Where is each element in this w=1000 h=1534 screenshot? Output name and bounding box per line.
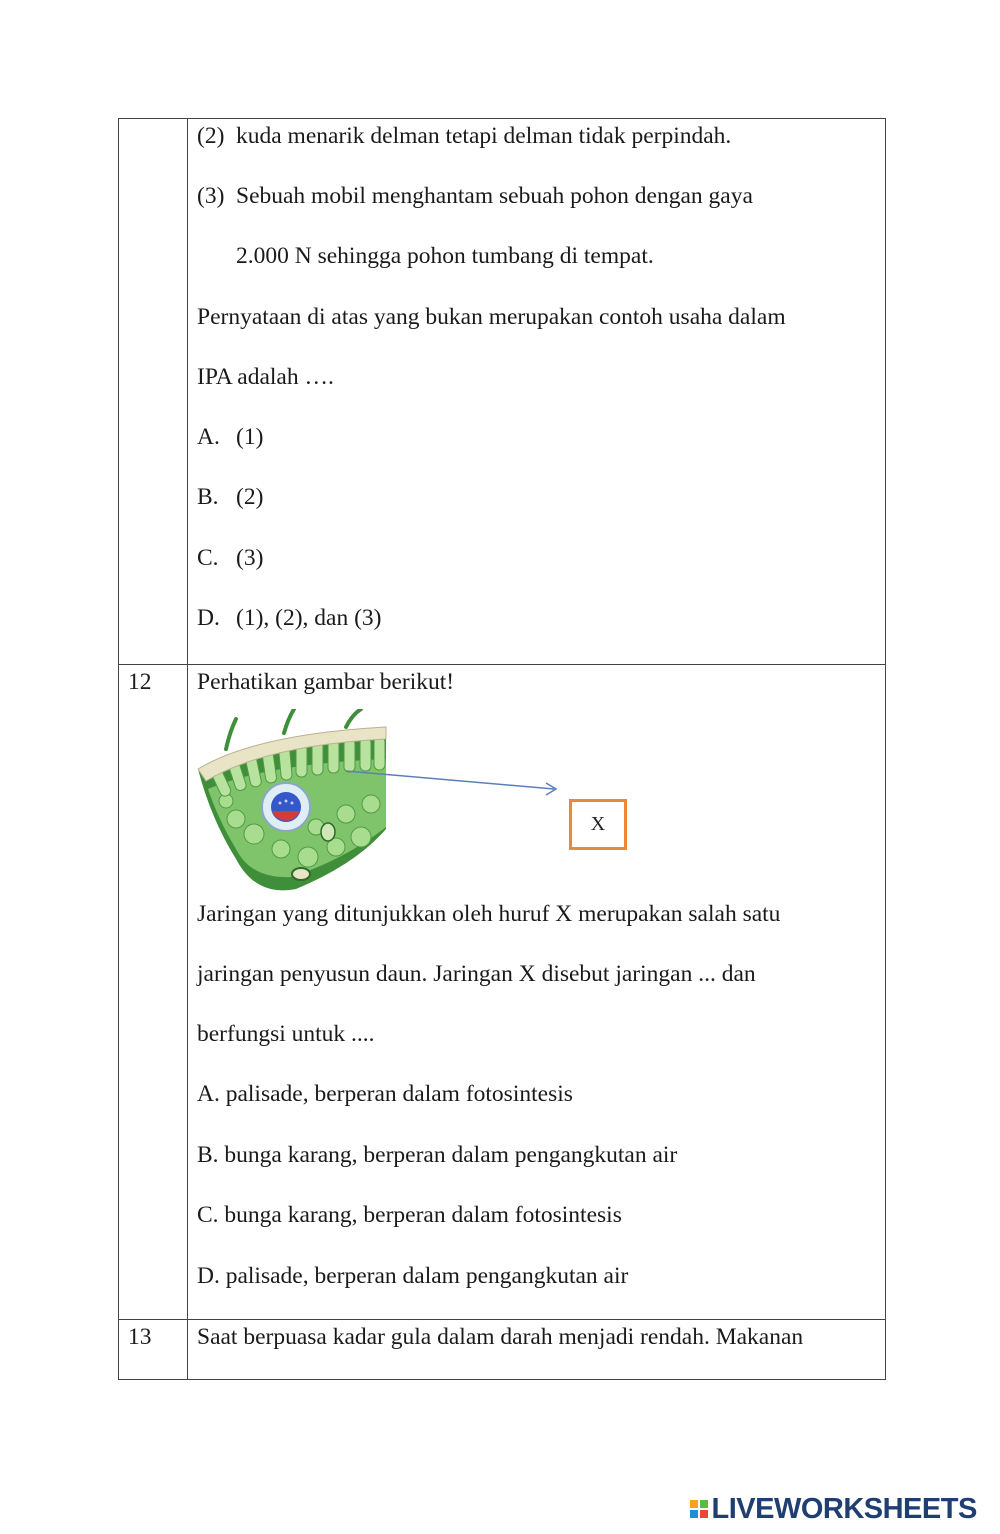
statement-3: (3) Sebuah mobil menghantam sebuah pohon dengan gaya bbox=[197, 183, 753, 209]
question-11-content bbox=[188, 119, 885, 664]
option-b[interactable]: B. (2) bbox=[197, 484, 264, 510]
statement-3-continued: 2.000 N sehingga pohon tumbang di tempat. bbox=[236, 243, 654, 269]
logo-square-4 bbox=[700, 1510, 708, 1518]
label-x-box: X bbox=[569, 799, 627, 850]
liveworksheets-logo-icon bbox=[690, 1500, 708, 1518]
question-12-stem-line-1: Jaringan yang ditunjukkan oleh huruf X merupakan salah satu bbox=[197, 901, 781, 927]
option-a[interactable]: A. (1) bbox=[197, 424, 264, 450]
question-11-stem-line-1: Pernyataan di atas yang bukan merupakan contoh usaha dalam bbox=[197, 304, 786, 330]
question-12-number: 12 bbox=[119, 665, 188, 1319]
liveworksheets-brand bbox=[690, 1494, 977, 1524]
logo-square-1 bbox=[690, 1500, 698, 1508]
question-11-number-cell bbox=[119, 119, 188, 664]
option-d[interactable]: D. palisade, berperan dalam pengangkutan air bbox=[197, 1263, 629, 1289]
question-11-stem-line-2: IPA adalah …. bbox=[197, 364, 334, 390]
leaf-tissue-illustration bbox=[196, 709, 626, 899]
logo-square-2 bbox=[700, 1500, 708, 1508]
statement-2: (2) kuda menarik delman tetapi delman tidak perpindah. bbox=[197, 123, 732, 149]
question-13-number: 13 bbox=[119, 1320, 188, 1379]
question-11-row bbox=[119, 119, 885, 664]
question-12-content bbox=[188, 665, 885, 1319]
option-c[interactable]: C. bunga karang, berperan dalam fotosintesis bbox=[197, 1202, 622, 1228]
leaf-cross-section-figure bbox=[196, 709, 626, 899]
question-12-row bbox=[119, 664, 885, 1319]
option-c[interactable]: C. (3) bbox=[197, 545, 264, 571]
liveworksheets-wordmark: LIVEWORKSHEETS bbox=[711, 1492, 977, 1525]
question-13-content bbox=[188, 1320, 885, 1379]
question-13-row bbox=[119, 1319, 885, 1379]
question-12-stem-line-2: jaringan penyusun daun. Jaringan X disebut jaringan ... dan bbox=[197, 961, 756, 987]
option-a[interactable]: A. palisade, berperan dalam fotosintesis bbox=[197, 1081, 573, 1107]
option-d[interactable]: D. (1), (2), dan (3) bbox=[197, 605, 382, 631]
questions-table bbox=[118, 118, 886, 1380]
option-b[interactable]: B. bunga karang, berperan dalam pengangkutan air bbox=[197, 1142, 678, 1168]
question-12-intro: Perhatikan gambar berikut! bbox=[197, 669, 455, 695]
question-12-stem-line-3: berfungsi untuk .... bbox=[197, 1021, 375, 1047]
question-13-text: Saat berpuasa kadar gula dalam darah menjadi rendah. Makanan bbox=[197, 1324, 804, 1350]
logo-square-3 bbox=[690, 1510, 698, 1518]
